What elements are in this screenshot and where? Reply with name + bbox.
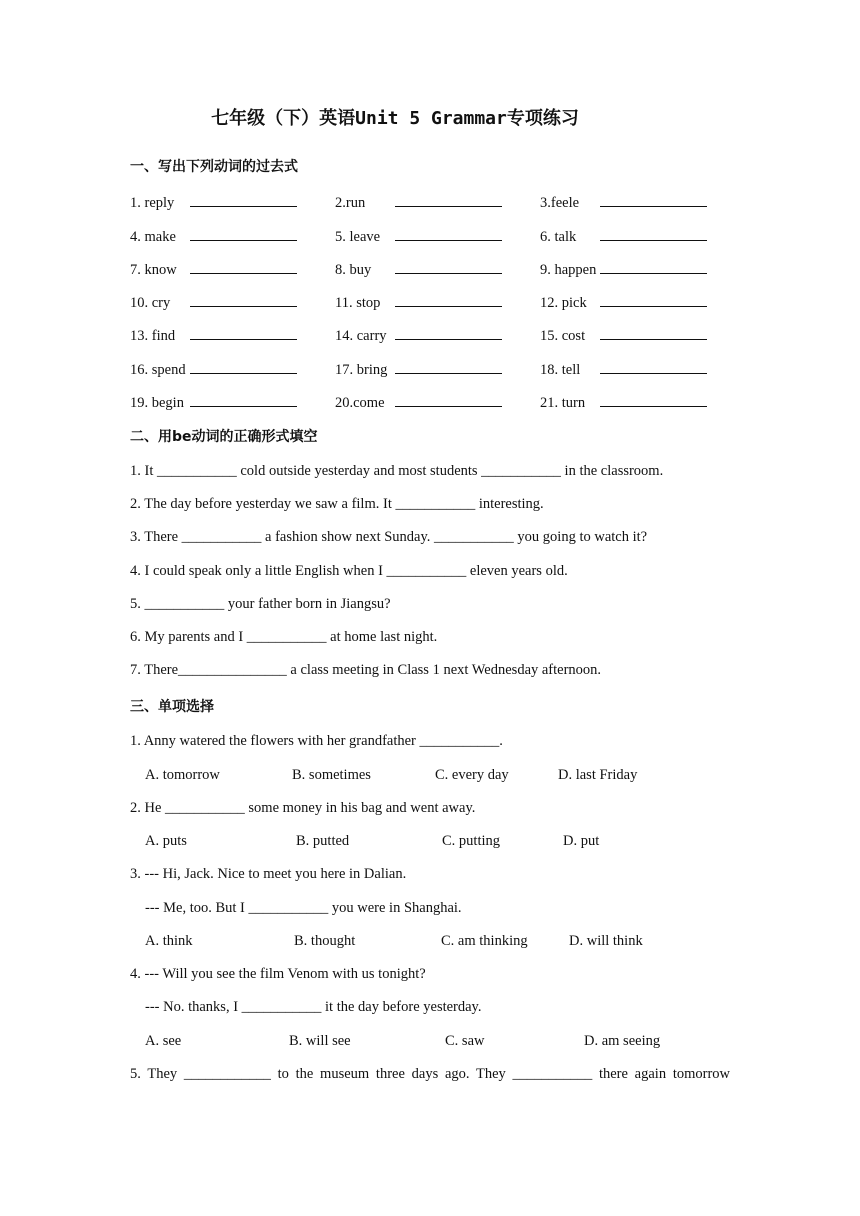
- answer-blank[interactable]: [190, 325, 297, 340]
- verb-item: [130, 192, 297, 212]
- verb-label: 21. turn: [540, 395, 586, 411]
- verb-item: [335, 392, 502, 412]
- choice-q2-option-a: A. puts: [145, 833, 187, 849]
- be-item-5: 5. ___________ your father born in Jiangsu?: [130, 596, 391, 612]
- answer-blank[interactable]: [395, 192, 502, 207]
- answer-blank[interactable]: [190, 259, 297, 274]
- verb-label: 18. tell: [540, 362, 581, 378]
- answer-blank[interactable]: [190, 392, 297, 407]
- verb-label: 11. stop: [335, 295, 381, 311]
- answer-blank[interactable]: [190, 192, 297, 207]
- answer-blank[interactable]: [600, 325, 707, 340]
- verb-item: [130, 226, 297, 246]
- choice-q1-option-a: A. tomorrow: [145, 767, 220, 783]
- choice-q2-option-b: B. putted: [296, 833, 350, 849]
- verb-item: [335, 259, 502, 279]
- verb-item: [540, 292, 707, 312]
- verb-label: 6. talk: [540, 229, 577, 245]
- verb-label: 4. make: [130, 229, 176, 245]
- answer-blank[interactable]: [190, 292, 297, 307]
- verb-label: 3.feele: [540, 195, 580, 211]
- choice-q4-stem-reply: --- No. thanks, I ___________ it the day before yesterday.: [145, 999, 482, 1015]
- verb-item: [130, 259, 297, 279]
- verb-label: 2.run: [335, 195, 366, 211]
- verb-item: [540, 226, 707, 246]
- verb-label: 17. bring: [335, 362, 388, 378]
- answer-blank[interactable]: [600, 392, 707, 407]
- choice-q1-option-c: C. every day: [435, 767, 509, 783]
- verb-item: [540, 259, 707, 279]
- choice-q5-stem: 5. They ____________ to the museum three days ago. They ___________ there again tomorrow: [130, 1066, 730, 1082]
- section1-heading: 一、写出下列动词的过去式: [130, 159, 298, 175]
- choice-q3-option-a: A. think: [145, 933, 193, 949]
- choice-q3-option-d: D. will think: [569, 933, 643, 949]
- choice-q1-option-b: B. sometimes: [292, 767, 371, 783]
- answer-blank[interactable]: [190, 359, 297, 374]
- verb-item: [130, 325, 297, 345]
- choice-q3-option-c: C. am thinking: [441, 933, 528, 949]
- verb-label: 9. happen: [540, 262, 597, 278]
- choice-q1-stem: 1. Anny watered the flowers with her grandfather ___________.: [130, 733, 503, 749]
- answer-blank[interactable]: [600, 192, 707, 207]
- choice-q4-option-c: C. saw: [445, 1033, 485, 1049]
- be-item-6: 6. My parents and I ___________ at home last night.: [130, 629, 438, 645]
- answer-blank[interactable]: [395, 392, 502, 407]
- verb-item: [540, 325, 707, 345]
- verb-item: [335, 226, 502, 246]
- be-item-2: 2. The day before yesterday we saw a film. It ___________ interesting.: [130, 496, 544, 512]
- verb-item: [335, 359, 502, 379]
- verb-item: [540, 359, 707, 379]
- answer-blank[interactable]: [600, 292, 707, 307]
- verb-label: 16. spend: [130, 362, 186, 378]
- choice-q2-option-d: D. put: [563, 833, 600, 849]
- verb-label: 5. leave: [335, 229, 381, 245]
- section2-heading: 二、用be动词的正确形式填空: [130, 429, 318, 445]
- verb-item: [335, 325, 502, 345]
- verb-label: 7. know: [130, 262, 177, 278]
- verb-label: 10. cry: [130, 295, 171, 311]
- answer-blank[interactable]: [600, 359, 707, 374]
- be-item-3: 3. There ___________ a fashion show next Sunday. ___________ you going to watch it?: [130, 529, 648, 545]
- page-title: 七年级（下）英语Unit 5 Grammar专项练习: [211, 108, 579, 129]
- answer-blank[interactable]: [395, 359, 502, 374]
- verb-item: [540, 192, 707, 212]
- be-item-4: 4. I could speak only a little English when I ___________ eleven years old.: [130, 563, 568, 579]
- answer-blank[interactable]: [395, 325, 502, 340]
- choice-q1-option-d: D. last Friday: [558, 767, 638, 783]
- choice-q4-option-b: B. will see: [289, 1033, 351, 1049]
- section3-heading: 三、单项选择: [130, 699, 214, 715]
- choice-q2-option-c: C. putting: [442, 833, 501, 849]
- verb-item: [130, 359, 297, 379]
- be-item-1: 1. It ___________ cold outside yesterday and most students ___________ in the classroom.: [130, 463, 664, 479]
- choice-q4-option-d: D. am seeing: [584, 1033, 661, 1049]
- answer-blank[interactable]: [190, 226, 297, 241]
- answer-blank[interactable]: [600, 259, 707, 274]
- verb-label: 8. buy: [335, 262, 372, 278]
- choice-q3-stem: 3. --- Hi, Jack. Nice to meet you here in Dalian.: [130, 866, 407, 882]
- verb-item: [335, 192, 502, 212]
- verb-label: 15. cost: [540, 328, 586, 344]
- answer-blank[interactable]: [395, 259, 502, 274]
- verb-label: 14. carry: [335, 328, 387, 344]
- verb-label: 12. pick: [540, 295, 587, 311]
- choice-q2-stem: 2. He ___________ some money in his bag and went away.: [130, 800, 476, 816]
- be-item-7: 7. There_______________ a class meeting in Class 1 next Wednesday afternoon.: [130, 662, 602, 678]
- choice-q3-stem-reply: --- Me, too. But I ___________ you were in Shanghai.: [145, 900, 462, 916]
- answer-blank[interactable]: [600, 226, 707, 241]
- verb-item: [130, 392, 297, 412]
- choice-q3-option-b: B. thought: [294, 933, 356, 949]
- verb-label: 1. reply: [130, 195, 175, 211]
- verb-label: 19. begin: [130, 395, 184, 411]
- choice-q4-option-a: A. see: [145, 1033, 182, 1049]
- choice-q4-stem: 4. --- Will you see the film Venom with us tonight?: [130, 966, 426, 982]
- answer-blank[interactable]: [395, 292, 502, 307]
- verb-item: [335, 292, 502, 312]
- answer-blank[interactable]: [395, 226, 502, 241]
- verb-item: [130, 292, 297, 312]
- verb-item: [540, 392, 707, 412]
- verb-label: 20.come: [335, 395, 385, 411]
- verb-label: 13. find: [130, 328, 176, 344]
